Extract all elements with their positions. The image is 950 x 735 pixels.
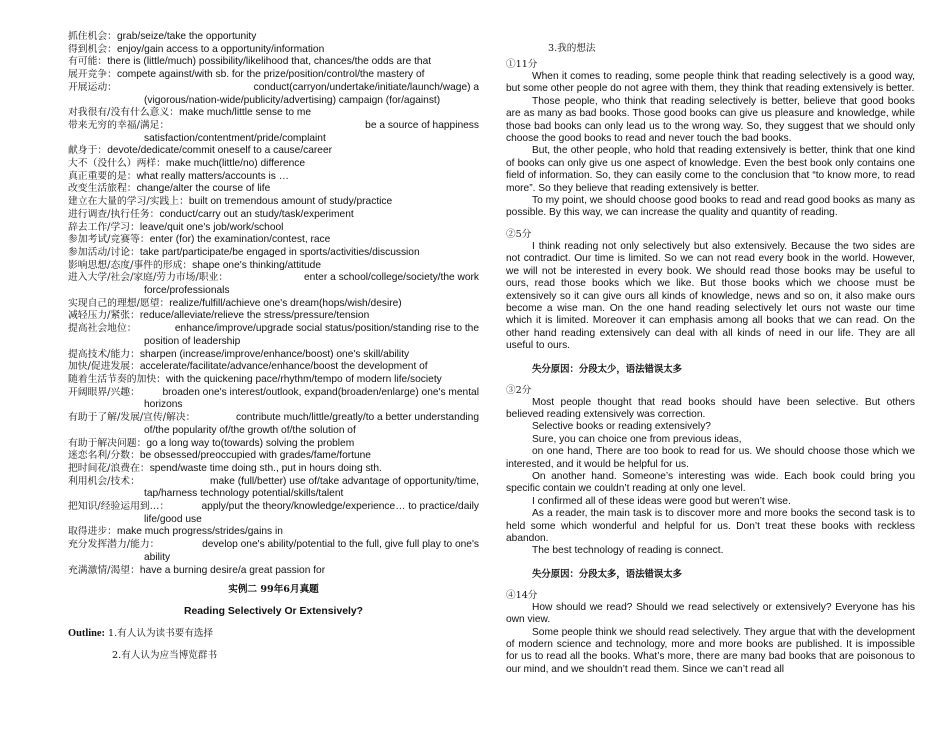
outline-line-1: [68, 627, 479, 641]
phrase-chinese: 进入大学/社会/家庭/劳力市场/职业：: [68, 272, 229, 284]
phrase-english: make much progress/strides/gains in: [116, 526, 283, 538]
phrase-english: devote/dedicate/commit oneself to a cause/career: [107, 145, 333, 157]
phrase-chinese: 抓住机会：: [68, 31, 117, 42]
phrase-entry: [68, 298, 479, 311]
phrase-continuation: horizons: [144, 399, 183, 411]
outline-point-3: 3.我的想法: [548, 43, 596, 54]
phrase-chinese: 有可能：: [68, 56, 108, 68]
phrase-continuation: position of leadership: [144, 335, 241, 347]
phrase-chinese: 献身于：: [68, 145, 108, 157]
phrase-entry: [68, 158, 479, 171]
essay-paragraph: I confirmed all of these ideas were good but weren’t wise.: [532, 495, 791, 507]
phrase-chinese: 减轻压力/紧张：: [68, 310, 140, 322]
essay-paragraph: Most people thought that read books should have been selective. But others believed reading extensively was correction.: [506, 396, 915, 420]
phrase-chinese: 进行调查/执行任务：: [68, 208, 160, 220]
phrase-continuation: (vigorous/nation-wide/publicity/advertising) campaign (for/against): [144, 94, 441, 106]
phrase-entry: [68, 196, 479, 209]
phrase-entry: [68, 539, 479, 552]
phrase-continuation: ability: [144, 551, 171, 563]
phrase-entry: [68, 234, 479, 247]
essay-paragraph: To my point, we should choose good books to read and read good books as many as possible. By this way, we can increase the quality and quantity of reading.: [506, 195, 915, 219]
phrase-english: conduct(carryon/undertake/initiate/launch/wage) a: [253, 81, 479, 93]
phrase-entry: [68, 310, 479, 323]
phrase-entry: [68, 565, 479, 578]
phrase-english: enter a school/college/society/the work: [304, 272, 479, 284]
essay-score: ③2分: [506, 384, 532, 396]
phrase-entry: [68, 183, 479, 196]
phrase-entry: [68, 272, 479, 285]
phrase-entry: [68, 450, 479, 463]
essay-title: Reading Selectively Or Extensively?: [183, 606, 364, 618]
phrase-continuation: of/the popularity of/the growth of/the solution of: [144, 424, 356, 436]
sample-essays-column: [506, 31, 915, 676]
essay-paragraph: Those people, who think that reading selectively is better, believe that good books are as many as bad books. Those good books can give us pleasure and knowledge, while those bad books can only lead us to the wrong way. So, they suggest that we should only choose the good books to read and never touch the bad books.: [506, 95, 915, 145]
phrase-english: accelerate/facilitate/advance/enhance/boost the development of: [139, 361, 428, 373]
essay-paragraph: on one hand, There are too book to read for us. We should choose those which we interested, and it would be helpful for us.: [506, 446, 915, 470]
phrase-chinese: 提高社会地位：: [68, 323, 137, 335]
score-loss-reason: 失分原因：分段太少，语法错误太多: [532, 363, 683, 375]
phrase-entry: [68, 145, 479, 158]
phrase-chinese: 充满激情/渴望：: [68, 564, 140, 576]
phrase-english: contribute much/little/greatly/to a better understanding: [236, 412, 479, 424]
essay-paragraph: Sure, you can choice one from previous ideas,: [532, 433, 742, 445]
phrase-chinese: 加快/促进发展：: [68, 361, 140, 373]
phrase-entry: [68, 222, 479, 235]
essay-score: ②5分: [506, 228, 532, 240]
example-heading: 实例二 99年6月真题: [228, 584, 319, 596]
phrase-continuation: satisfaction/contentment/pride/complaint: [144, 132, 326, 144]
phrase-entry: [68, 260, 479, 273]
phrase-english: with the quickening pace/rhythm/tempo of modern life/society: [165, 373, 442, 385]
phrase-chinese: 把知识/经验运用到…：: [68, 501, 170, 513]
phrase-english: be obsessed/preoccupied with grades/fame/fortune: [139, 450, 371, 462]
phrase-chinese: 开阔眼界/兴趣：: [68, 386, 140, 398]
phrase-chinese: 带来无穷的幸福/满足：: [68, 119, 170, 131]
phrase-entry: [68, 387, 479, 400]
phrase-chinese: 对我很有/没有什么意义：: [68, 107, 180, 119]
phrase-english: built on tremendous amount of study/practice: [188, 196, 393, 208]
essay-paragraph: I think reading not only selectively but also extensively. Because the two sides are not contradict. Our time is limited. So we can not read every book in the world. However, we will not be interested in every book. We should read those books may be useful to ours, read those books which we like. But those books which we choose must be extensively so it can give ours all kinds of knowledge, news and so on, it also make ours become a wise man. On the one hand reading selectively let ours not waste our time which it is limited. Moreover it can emphasis among all books that we can read. On the other hand reading extensively can deal with all kinds of need in our life. They are all useful to ours.: [506, 240, 915, 352]
phrase-chinese: 开展运动：: [68, 81, 117, 93]
phrase-entry: [68, 361, 479, 374]
phrase-entry: [68, 82, 479, 95]
phrase-entry: [68, 526, 479, 539]
phrase-continuation: force/professionals: [144, 285, 230, 297]
phrase-english: reduce/alleviate/relieve the stress/pressure/tension: [139, 310, 370, 322]
phrase-chinese: 有助于解决问题：: [68, 437, 147, 449]
phrase-english: conduct/carry out an study/task/experiment: [159, 208, 354, 220]
phrase-english: make much/little sense to me: [179, 107, 312, 119]
phrase-english: make (full/better) use of/take advantage of opportunity/time,: [210, 475, 479, 487]
phrase-chinese: 真正重要的是：: [68, 170, 137, 182]
essay-paragraph: How should we read? Should we read selectively or extensively? Everyone has his own view.: [506, 601, 915, 626]
phrase-entry: [68, 501, 479, 514]
phrase-english: take part/participate/be engaged in sports/activities/discussion: [139, 246, 420, 258]
phrase-entry: [68, 171, 479, 184]
phrase-entry: [68, 323, 479, 336]
essay-paragraph: Selective books or reading extensively?: [532, 421, 711, 433]
phrase-entry: [68, 463, 479, 476]
phrase-chinese: 随着生活节奏的加快：: [68, 373, 166, 385]
phrase-english: broaden one's interest/outlook, expand(broaden/enlarge) one's mental: [162, 386, 479, 398]
essay-paragraph: On another hand. Someone’s interesting was wide. Each book could bring you specific contain we couldn’t reading at only one level.: [506, 470, 915, 495]
outline-point-2: 2.有人认为应当博览群书: [112, 650, 218, 662]
phrase-entry: [68, 374, 479, 387]
phrase-english: what really matters/accounts is …: [136, 170, 289, 182]
phrase-english: enjoy/gain access to a opportunity/information: [116, 43, 325, 55]
phrase-english: make much(little/no) difference: [165, 158, 306, 170]
phrase-entry: [68, 44, 479, 57]
phrase-english: be a source of happiness: [365, 119, 479, 131]
essay-paragraph: Some people think we should read selectively. They argue that with the development of modern science and technology, more and more books are published. It is impossible for us to read all the books. What’s more, there are many bad books that are poisonous to our mind, and we shouldn’t read them. Since we can’t read all: [506, 626, 915, 675]
outline-label: Outline:: [68, 628, 105, 640]
phrase-entry: [68, 476, 479, 489]
phrase-chinese: 影响思想/态度/事件的形成：: [68, 259, 193, 271]
phrase-english: compete against/with sb. for the prize/position/control/the mastery of: [116, 69, 425, 81]
phrase-chinese: 实现自己的理想/愿望：: [68, 297, 170, 309]
essay-paragraph: But, the other people, who hold that reading extensively is better, think that one kind of books can only give us one aspect of knowledge. Even the best book only contains one field of information. So, they can easily come to the conclusion that “to know more, to read more”. So they believe that reading extensively is better.: [506, 145, 915, 194]
phrase-continuation: tap/harness technology potential/skills/talent: [144, 488, 344, 500]
phrase-chinese: 改变生活旅程：: [68, 183, 137, 195]
phrase-list-column: [68, 31, 479, 663]
phrase-english: change/alter the course of life: [136, 183, 271, 195]
phrase-chinese: 参加考试/竞赛等：: [68, 234, 150, 246]
phrase-entry: [68, 120, 479, 133]
phrase-english: enhance/improve/upgrade social status/position/standing rise to the: [174, 323, 479, 335]
phrase-chinese: 建立在大量的学习/实践上：: [68, 196, 189, 208]
phrase-continuation: life/good use: [144, 513, 202, 525]
phrase-chinese: 把时间花/浪费在：: [68, 462, 150, 474]
phrase-entry: [68, 209, 479, 222]
score-loss-reason: 失分原因：分段太多，语法错误太多: [532, 568, 683, 580]
phrase-chinese: 辞去工作/学习：: [68, 221, 140, 233]
phrase-english: sharpen (increase/improve/enhance/boost) one's skill/ability: [139, 348, 410, 360]
phrase-chinese: 利用机会/技术：: [68, 475, 140, 487]
phrase-english: apply/put the theory/knowledge/experience… to practice/daily: [201, 501, 479, 513]
essay-paragraph: The best technology of reading is connect.: [532, 545, 724, 557]
phrase-chinese: 取得进步：: [68, 526, 117, 538]
phrase-english: enter (for) the examination/contest, race: [149, 234, 331, 246]
essay-score: ①11分: [506, 59, 538, 70]
phrase-chinese: 充分发挥潜力/能力：: [68, 539, 160, 551]
essay-paragraph: When it comes to reading, some people think that reading selectively is a good way, but some other people do not agree with them, they think that reading extensively is better.: [506, 71, 915, 95]
phrase-entry: [68, 107, 479, 120]
phrase-english: there is (little/much) possibility/likelihood that, chances/the odds are that: [107, 56, 432, 68]
phrase-chinese: 得到机会：: [68, 43, 117, 55]
phrase-entry: [68, 349, 479, 362]
phrase-english: realize/fulfill/achieve one's dream(hops/wish/desire): [169, 297, 402, 309]
phrase-chinese: 参加活动/讨论：: [68, 246, 140, 258]
essay-paragraph: As a reader, the main task is to discover more and more books the second task is to held some which wonderful and helpful for us. Don’t treat these books with reckless abandon.: [506, 508, 915, 544]
essay-score: ④14分: [506, 589, 538, 601]
phrase-chinese: 有助于了解/发展/宣传/解决：: [68, 412, 196, 424]
phrase-entry: [68, 69, 479, 82]
phrase-chinese: 迷恋名利/分数：: [68, 450, 140, 462]
phrase-english: spend/waste time doing sth., put in hours doing sth.: [149, 462, 382, 474]
phrase-english: develop one's ability/potential to the full, give full play to one's: [202, 539, 479, 551]
phrase-chinese: 提高技术/能力：: [68, 348, 140, 360]
phrase-chinese: 展开竞争：: [68, 69, 117, 81]
phrase-entry: [68, 31, 479, 44]
phrase-english: go a long way to(towards) solving the problem: [146, 437, 355, 449]
phrase-entry: [68, 56, 479, 69]
phrase-entry: [68, 412, 479, 425]
phrase-entry: [68, 247, 479, 260]
phrase-english: shape one's thinking/attitude: [192, 259, 321, 271]
phrase-english: grab/seize/take the opportunity: [116, 31, 257, 42]
phrase-english: leave/quit one's job/work/school: [139, 221, 284, 233]
phrase-entry: [68, 438, 479, 451]
phrase-chinese: 大不（没什么）两样：: [68, 158, 166, 170]
phrase-english: have a burning desire/a great passion for: [139, 564, 326, 576]
outline-point-1: 1.有人认为读书要有选择: [108, 628, 214, 640]
